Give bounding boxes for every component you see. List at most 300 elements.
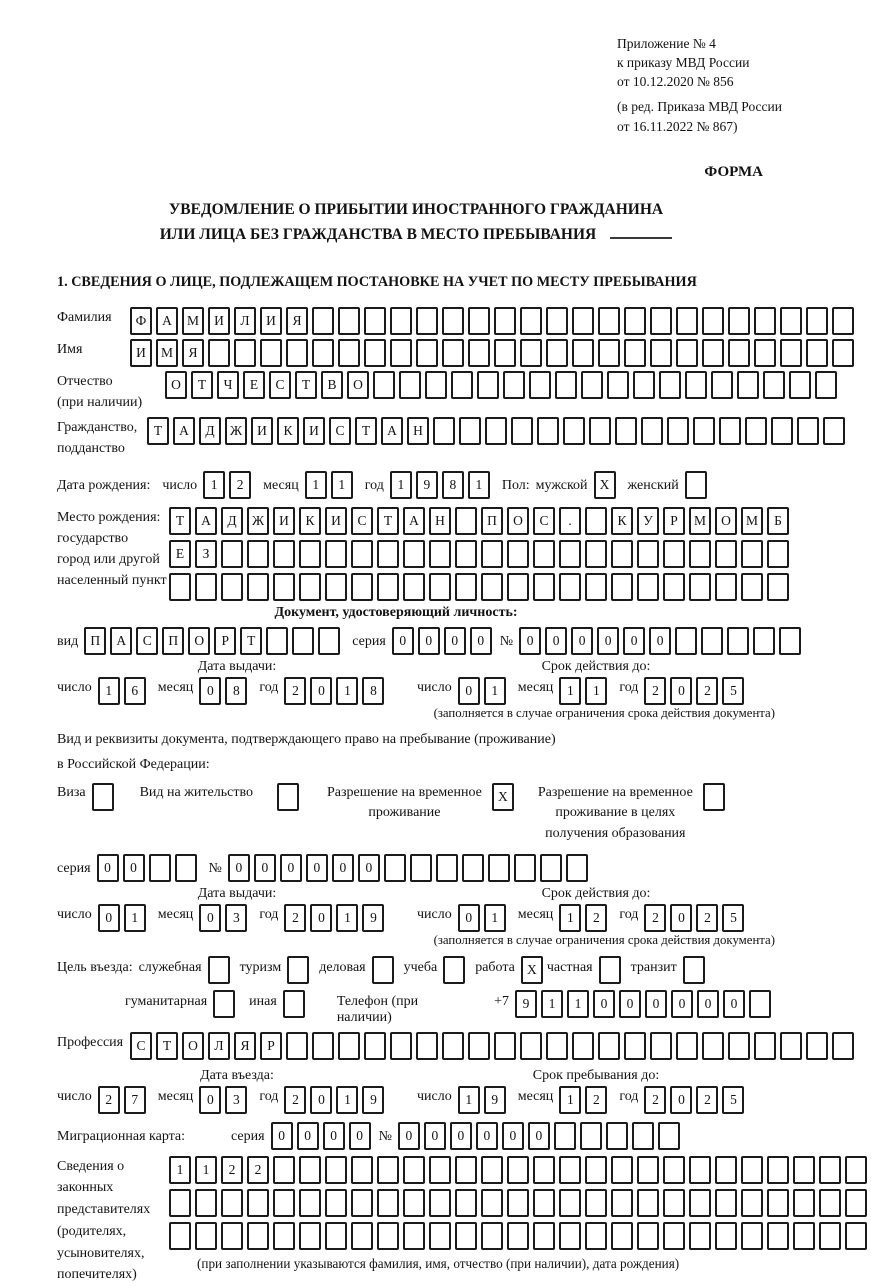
char-cell[interactable] bbox=[403, 540, 425, 568]
char-cell[interactable]: А bbox=[195, 507, 217, 535]
char-cell[interactable] bbox=[429, 1222, 451, 1250]
char-cell[interactable] bbox=[589, 417, 611, 445]
char-cell[interactable] bbox=[221, 1189, 243, 1217]
char-cell[interactable] bbox=[529, 371, 551, 399]
char-cell[interactable] bbox=[318, 627, 340, 655]
char-cell[interactable] bbox=[819, 1222, 841, 1250]
char-cell[interactable]: Л bbox=[234, 307, 256, 335]
char-cell[interactable]: И bbox=[303, 417, 325, 445]
char-cell[interactable]: П bbox=[84, 627, 106, 655]
char-cell[interactable] bbox=[663, 1189, 685, 1217]
char-cell[interactable]: 1 bbox=[559, 1086, 581, 1114]
char-cell[interactable] bbox=[572, 339, 594, 367]
char-cell[interactable]: 1 bbox=[484, 904, 506, 932]
entry-month[interactable] bbox=[199, 1086, 251, 1114]
char-cell[interactable] bbox=[832, 339, 854, 367]
doc-kind-boxes[interactable] bbox=[84, 627, 344, 655]
char-cell[interactable]: А bbox=[156, 307, 178, 335]
birth-day-boxes[interactable] bbox=[203, 471, 255, 499]
char-cell[interactable] bbox=[572, 1032, 594, 1060]
char-cell[interactable] bbox=[741, 540, 763, 568]
char-cell[interactable]: А bbox=[403, 507, 425, 535]
char-cell[interactable] bbox=[641, 417, 663, 445]
char-cell[interactable] bbox=[494, 339, 516, 367]
char-cell[interactable]: С bbox=[269, 371, 291, 399]
char-cell[interactable] bbox=[663, 1222, 685, 1250]
char-cell[interactable] bbox=[715, 1189, 737, 1217]
char-cell[interactable] bbox=[247, 540, 269, 568]
char-cell[interactable] bbox=[455, 573, 477, 601]
char-cell[interactable] bbox=[745, 417, 767, 445]
char-cell[interactable] bbox=[663, 1156, 685, 1184]
char-cell[interactable]: 8 bbox=[362, 677, 384, 705]
char-cell[interactable] bbox=[481, 1189, 503, 1217]
char-cell[interactable] bbox=[767, 1156, 789, 1184]
char-cell[interactable] bbox=[702, 307, 724, 335]
char-cell[interactable]: 2 bbox=[284, 904, 306, 932]
char-cell[interactable] bbox=[624, 307, 646, 335]
char-cell[interactable]: И bbox=[251, 417, 273, 445]
char-cell[interactable] bbox=[845, 1222, 867, 1250]
char-cell[interactable] bbox=[208, 956, 230, 984]
citizenship-boxes[interactable] bbox=[147, 417, 849, 445]
char-cell[interactable] bbox=[403, 1156, 425, 1184]
stay-month[interactable] bbox=[559, 1086, 611, 1114]
char-cell[interactable]: 0 bbox=[98, 904, 120, 932]
char-cell[interactable]: Н bbox=[407, 417, 429, 445]
char-cell[interactable]: А bbox=[173, 417, 195, 445]
char-cell[interactable] bbox=[175, 854, 197, 882]
char-cell[interactable] bbox=[287, 956, 309, 984]
char-cell[interactable] bbox=[286, 1032, 308, 1060]
char-cell[interactable] bbox=[520, 307, 542, 335]
char-cell[interactable] bbox=[325, 1222, 347, 1250]
char-cell[interactable] bbox=[637, 1189, 659, 1217]
char-cell[interactable] bbox=[806, 1032, 828, 1060]
char-cell[interactable]: 0 bbox=[450, 1122, 472, 1150]
char-cell[interactable] bbox=[767, 1189, 789, 1217]
char-cell[interactable] bbox=[299, 573, 321, 601]
char-cell[interactable] bbox=[221, 1222, 243, 1250]
doc-series-boxes[interactable] bbox=[392, 627, 496, 655]
char-cell[interactable] bbox=[429, 1189, 451, 1217]
char-cell[interactable]: 0 bbox=[670, 904, 692, 932]
residence-issue-month[interactable] bbox=[199, 904, 251, 932]
char-cell[interactable] bbox=[832, 1032, 854, 1060]
char-cell[interactable]: 0 bbox=[280, 854, 302, 882]
char-cell[interactable] bbox=[719, 417, 741, 445]
char-cell[interactable] bbox=[468, 307, 490, 335]
birth-month-boxes[interactable] bbox=[305, 471, 357, 499]
char-cell[interactable] bbox=[377, 573, 399, 601]
char-cell[interactable]: 1 bbox=[585, 677, 607, 705]
char-cell[interactable] bbox=[797, 417, 819, 445]
char-cell[interactable] bbox=[771, 417, 793, 445]
char-cell[interactable] bbox=[286, 339, 308, 367]
char-cell[interactable] bbox=[364, 339, 386, 367]
char-cell[interactable]: Д bbox=[221, 507, 243, 535]
char-cell[interactable] bbox=[377, 1156, 399, 1184]
char-cell[interactable] bbox=[403, 1222, 425, 1250]
entry-day[interactable] bbox=[98, 1086, 150, 1114]
char-cell[interactable]: 0 bbox=[619, 990, 641, 1018]
char-cell[interactable]: Ж bbox=[247, 507, 269, 535]
char-cell[interactable]: 1 bbox=[203, 471, 225, 499]
char-cell[interactable] bbox=[585, 1189, 607, 1217]
stay-day[interactable] bbox=[458, 1086, 510, 1114]
char-cell[interactable] bbox=[754, 339, 776, 367]
char-cell[interactable] bbox=[533, 573, 555, 601]
char-cell[interactable] bbox=[563, 417, 585, 445]
char-cell[interactable] bbox=[494, 307, 516, 335]
char-cell[interactable] bbox=[325, 540, 347, 568]
char-cell[interactable] bbox=[273, 573, 295, 601]
birth-place-line3[interactable] bbox=[169, 573, 793, 601]
char-cell[interactable]: О bbox=[347, 371, 369, 399]
char-cell[interactable]: 0 bbox=[597, 627, 619, 655]
char-cell[interactable] bbox=[741, 573, 763, 601]
purpose-official-checkbox[interactable] bbox=[208, 956, 234, 984]
char-cell[interactable] bbox=[727, 627, 749, 655]
char-cell[interactable]: 0 bbox=[199, 677, 221, 705]
char-cell[interactable]: 0 bbox=[723, 990, 745, 1018]
identity-valid-year[interactable] bbox=[644, 677, 748, 705]
identity-issue-day[interactable] bbox=[98, 677, 150, 705]
char-cell[interactable]: Ч bbox=[217, 371, 239, 399]
char-cell[interactable] bbox=[767, 573, 789, 601]
char-cell[interactable]: С bbox=[533, 507, 555, 535]
char-cell[interactable]: А bbox=[110, 627, 132, 655]
temp-permit-checkbox[interactable] bbox=[492, 783, 518, 811]
char-cell[interactable]: 9 bbox=[515, 990, 537, 1018]
char-cell[interactable] bbox=[283, 990, 305, 1018]
char-cell[interactable]: 0 bbox=[271, 1122, 293, 1150]
char-cell[interactable] bbox=[351, 540, 373, 568]
char-cell[interactable]: С bbox=[329, 417, 351, 445]
char-cell[interactable] bbox=[624, 1032, 646, 1060]
char-cell[interactable]: Е bbox=[243, 371, 265, 399]
migration-series-boxes[interactable] bbox=[271, 1122, 375, 1150]
char-cell[interactable] bbox=[689, 1156, 711, 1184]
char-cell[interactable] bbox=[689, 1189, 711, 1217]
char-cell[interactable]: О bbox=[715, 507, 737, 535]
char-cell[interactable]: Р bbox=[260, 1032, 282, 1060]
char-cell[interactable]: X bbox=[594, 471, 616, 499]
char-cell[interactable] bbox=[689, 540, 711, 568]
char-cell[interactable] bbox=[416, 1032, 438, 1060]
char-cell[interactable] bbox=[459, 417, 481, 445]
char-cell[interactable]: Р bbox=[663, 507, 685, 535]
char-cell[interactable] bbox=[728, 307, 750, 335]
char-cell[interactable] bbox=[338, 1032, 360, 1060]
purpose-study-checkbox[interactable] bbox=[443, 956, 469, 984]
char-cell[interactable] bbox=[377, 1222, 399, 1250]
char-cell[interactable]: 1 bbox=[567, 990, 589, 1018]
char-cell[interactable]: 1 bbox=[541, 990, 563, 1018]
char-cell[interactable] bbox=[273, 1156, 295, 1184]
char-cell[interactable] bbox=[266, 627, 288, 655]
char-cell[interactable] bbox=[832, 307, 854, 335]
char-cell[interactable] bbox=[585, 507, 607, 535]
char-cell[interactable] bbox=[533, 1156, 555, 1184]
char-cell[interactable] bbox=[554, 1122, 576, 1150]
char-cell[interactable] bbox=[728, 339, 750, 367]
char-cell[interactable]: 0 bbox=[392, 627, 414, 655]
char-cell[interactable]: 9 bbox=[484, 1086, 506, 1114]
char-cell[interactable] bbox=[689, 573, 711, 601]
char-cell[interactable] bbox=[585, 573, 607, 601]
char-cell[interactable] bbox=[442, 307, 464, 335]
char-cell[interactable] bbox=[606, 1122, 628, 1150]
char-cell[interactable] bbox=[390, 307, 412, 335]
char-cell[interactable] bbox=[462, 854, 484, 882]
char-cell[interactable]: X bbox=[492, 783, 514, 811]
char-cell[interactable]: 1 bbox=[169, 1156, 191, 1184]
char-cell[interactable] bbox=[372, 956, 394, 984]
char-cell[interactable] bbox=[364, 1032, 386, 1060]
char-cell[interactable] bbox=[481, 1222, 503, 1250]
char-cell[interactable] bbox=[546, 339, 568, 367]
char-cell[interactable] bbox=[299, 1156, 321, 1184]
char-cell[interactable]: Л bbox=[208, 1032, 230, 1060]
char-cell[interactable]: А bbox=[381, 417, 403, 445]
char-cell[interactable] bbox=[611, 1222, 633, 1250]
char-cell[interactable] bbox=[663, 573, 685, 601]
char-cell[interactable]: 1 bbox=[336, 904, 358, 932]
char-cell[interactable]: Т bbox=[191, 371, 213, 399]
char-cell[interactable]: 0 bbox=[306, 854, 328, 882]
char-cell[interactable]: И bbox=[130, 339, 152, 367]
char-cell[interactable] bbox=[611, 540, 633, 568]
char-cell[interactable]: К bbox=[299, 507, 321, 535]
char-cell[interactable] bbox=[767, 1222, 789, 1250]
char-cell[interactable]: 1 bbox=[336, 1086, 358, 1114]
char-cell[interactable] bbox=[658, 1122, 680, 1150]
char-cell[interactable]: 0 bbox=[358, 854, 380, 882]
male-checkbox[interactable] bbox=[594, 471, 620, 499]
birth-place-line1[interactable] bbox=[169, 507, 793, 535]
char-cell[interactable]: 7 bbox=[124, 1086, 146, 1114]
char-cell[interactable] bbox=[455, 1189, 477, 1217]
char-cell[interactable]: Т bbox=[355, 417, 377, 445]
char-cell[interactable]: 1 bbox=[468, 471, 490, 499]
char-cell[interactable]: 0 bbox=[323, 1122, 345, 1150]
char-cell[interactable] bbox=[507, 573, 529, 601]
char-cell[interactable] bbox=[511, 417, 533, 445]
char-cell[interactable] bbox=[169, 573, 191, 601]
char-cell[interactable] bbox=[312, 339, 334, 367]
char-cell[interactable]: 9 bbox=[416, 471, 438, 499]
migration-number-boxes[interactable] bbox=[398, 1122, 684, 1150]
char-cell[interactable] bbox=[403, 1189, 425, 1217]
char-cell[interactable] bbox=[234, 339, 256, 367]
char-cell[interactable]: 1 bbox=[124, 904, 146, 932]
char-cell[interactable] bbox=[455, 1222, 477, 1250]
char-cell[interactable]: М bbox=[182, 307, 204, 335]
char-cell[interactable] bbox=[581, 371, 603, 399]
char-cell[interactable] bbox=[650, 1032, 672, 1060]
char-cell[interactable] bbox=[676, 307, 698, 335]
char-cell[interactable]: К bbox=[611, 507, 633, 535]
char-cell[interactable] bbox=[711, 371, 733, 399]
representatives-line3[interactable] bbox=[169, 1222, 871, 1250]
char-cell[interactable] bbox=[676, 1032, 698, 1060]
char-cell[interactable] bbox=[351, 1189, 373, 1217]
char-cell[interactable] bbox=[169, 1189, 191, 1217]
char-cell[interactable]: Ф bbox=[130, 307, 152, 335]
char-cell[interactable] bbox=[753, 627, 775, 655]
residence-issue-year[interactable] bbox=[284, 904, 388, 932]
profession-boxes[interactable] bbox=[130, 1032, 858, 1060]
female-checkbox[interactable] bbox=[685, 471, 711, 499]
char-cell[interactable] bbox=[555, 371, 577, 399]
char-cell[interactable]: 2 bbox=[644, 904, 666, 932]
char-cell[interactable]: Я bbox=[286, 307, 308, 335]
char-cell[interactable] bbox=[533, 1222, 555, 1250]
firstname-boxes[interactable] bbox=[130, 339, 858, 367]
char-cell[interactable]: 0 bbox=[458, 677, 480, 705]
char-cell[interactable] bbox=[299, 540, 321, 568]
char-cell[interactable] bbox=[819, 1156, 841, 1184]
char-cell[interactable]: 0 bbox=[671, 990, 693, 1018]
char-cell[interactable] bbox=[559, 1189, 581, 1217]
char-cell[interactable] bbox=[485, 417, 507, 445]
char-cell[interactable]: 0 bbox=[349, 1122, 371, 1150]
char-cell[interactable] bbox=[806, 339, 828, 367]
char-cell[interactable]: 0 bbox=[670, 1086, 692, 1114]
char-cell[interactable]: М bbox=[156, 339, 178, 367]
char-cell[interactable] bbox=[299, 1222, 321, 1250]
representatives-line2[interactable] bbox=[169, 1189, 871, 1217]
char-cell[interactable]: С bbox=[136, 627, 158, 655]
char-cell[interactable]: Н bbox=[429, 507, 451, 535]
char-cell[interactable] bbox=[364, 307, 386, 335]
char-cell[interactable]: 1 bbox=[195, 1156, 217, 1184]
char-cell[interactable] bbox=[442, 339, 464, 367]
char-cell[interactable] bbox=[503, 371, 525, 399]
char-cell[interactable] bbox=[559, 1222, 581, 1250]
residence-permit-checkbox[interactable] bbox=[277, 783, 303, 811]
char-cell[interactable]: 0 bbox=[645, 990, 667, 1018]
char-cell[interactable] bbox=[815, 371, 837, 399]
identity-issue-year[interactable] bbox=[284, 677, 388, 705]
char-cell[interactable]: Б bbox=[767, 507, 789, 535]
char-cell[interactable] bbox=[373, 371, 395, 399]
char-cell[interactable]: 0 bbox=[199, 1086, 221, 1114]
purpose-transit-checkbox[interactable] bbox=[683, 956, 709, 984]
char-cell[interactable]: 0 bbox=[297, 1122, 319, 1150]
char-cell[interactable] bbox=[607, 371, 629, 399]
char-cell[interactable]: Т bbox=[156, 1032, 178, 1060]
char-cell[interactable] bbox=[663, 540, 685, 568]
char-cell[interactable] bbox=[637, 540, 659, 568]
char-cell[interactable] bbox=[633, 371, 655, 399]
char-cell[interactable] bbox=[701, 627, 723, 655]
char-cell[interactable] bbox=[650, 307, 672, 335]
char-cell[interactable]: М bbox=[741, 507, 763, 535]
stay-year[interactable] bbox=[644, 1086, 748, 1114]
char-cell[interactable] bbox=[273, 540, 295, 568]
edu-permit-checkbox[interactable] bbox=[703, 783, 729, 811]
char-cell[interactable]: 0 bbox=[458, 904, 480, 932]
char-cell[interactable]: И bbox=[208, 307, 230, 335]
char-cell[interactable] bbox=[715, 1156, 737, 1184]
char-cell[interactable] bbox=[507, 1189, 529, 1217]
char-cell[interactable] bbox=[277, 783, 299, 811]
char-cell[interactable] bbox=[260, 339, 282, 367]
char-cell[interactable] bbox=[546, 1032, 568, 1060]
char-cell[interactable]: О bbox=[188, 627, 210, 655]
char-cell[interactable] bbox=[611, 573, 633, 601]
char-cell[interactable]: И bbox=[325, 507, 347, 535]
char-cell[interactable]: 0 bbox=[476, 1122, 498, 1150]
char-cell[interactable] bbox=[615, 417, 637, 445]
char-cell[interactable]: О bbox=[165, 371, 187, 399]
char-cell[interactable] bbox=[637, 573, 659, 601]
char-cell[interactable]: 0 bbox=[123, 854, 145, 882]
char-cell[interactable] bbox=[845, 1189, 867, 1217]
char-cell[interactable] bbox=[559, 1156, 581, 1184]
char-cell[interactable] bbox=[442, 1032, 464, 1060]
char-cell[interactable] bbox=[737, 371, 759, 399]
char-cell[interactable] bbox=[675, 627, 697, 655]
char-cell[interactable]: С bbox=[351, 507, 373, 535]
char-cell[interactable] bbox=[533, 540, 555, 568]
char-cell[interactable] bbox=[273, 1222, 295, 1250]
char-cell[interactable] bbox=[780, 307, 802, 335]
char-cell[interactable]: 0 bbox=[519, 627, 541, 655]
char-cell[interactable] bbox=[585, 1222, 607, 1250]
char-cell[interactable] bbox=[533, 1189, 555, 1217]
residence-valid-year[interactable] bbox=[644, 904, 748, 932]
char-cell[interactable] bbox=[715, 573, 737, 601]
char-cell[interactable] bbox=[325, 1156, 347, 1184]
char-cell[interactable] bbox=[312, 1032, 334, 1060]
char-cell[interactable] bbox=[403, 573, 425, 601]
char-cell[interactable] bbox=[650, 339, 672, 367]
char-cell[interactable] bbox=[599, 956, 621, 984]
char-cell[interactable] bbox=[377, 540, 399, 568]
patronymic-boxes[interactable] bbox=[165, 371, 841, 399]
char-cell[interactable]: 0 bbox=[418, 627, 440, 655]
char-cell[interactable]: 1 bbox=[305, 471, 327, 499]
char-cell[interactable] bbox=[213, 990, 235, 1018]
char-cell[interactable] bbox=[637, 1222, 659, 1250]
char-cell[interactable] bbox=[338, 307, 360, 335]
char-cell[interactable] bbox=[741, 1156, 763, 1184]
char-cell[interactable]: Е bbox=[169, 540, 191, 568]
doc-number-boxes[interactable] bbox=[519, 627, 805, 655]
char-cell[interactable] bbox=[468, 339, 490, 367]
residence-series-boxes[interactable] bbox=[97, 854, 201, 882]
char-cell[interactable] bbox=[455, 1156, 477, 1184]
char-cell[interactable] bbox=[429, 573, 451, 601]
char-cell[interactable] bbox=[468, 1032, 490, 1060]
char-cell[interactable] bbox=[793, 1222, 815, 1250]
char-cell[interactable]: 0 bbox=[254, 854, 276, 882]
char-cell[interactable] bbox=[823, 417, 845, 445]
char-cell[interactable] bbox=[793, 1156, 815, 1184]
char-cell[interactable] bbox=[299, 1189, 321, 1217]
char-cell[interactable] bbox=[208, 339, 230, 367]
char-cell[interactable] bbox=[763, 371, 785, 399]
char-cell[interactable]: Я bbox=[182, 339, 204, 367]
char-cell[interactable]: 0 bbox=[310, 904, 332, 932]
char-cell[interactable] bbox=[780, 1032, 802, 1060]
char-cell[interactable] bbox=[416, 339, 438, 367]
char-cell[interactable]: Д bbox=[199, 417, 221, 445]
char-cell[interactable]: 2 bbox=[585, 1086, 607, 1114]
